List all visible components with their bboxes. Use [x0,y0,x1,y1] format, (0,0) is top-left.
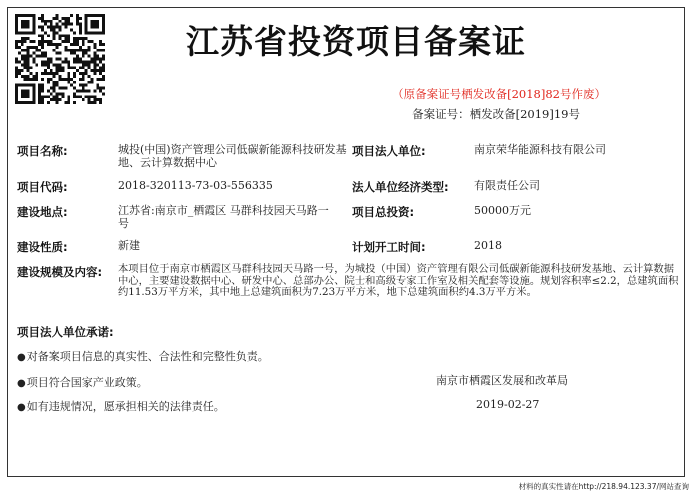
project-code-label: 项目代码: [17,180,68,194]
project-name-value: 城投(中国)资产管理公司低碳新能源科技研发基地、云计算数据中心 [118,143,347,169]
legal-entity-value: 南京荣华能源科技有限公司 [474,143,606,156]
total-investment-label: 项目总投资: [352,205,415,219]
total-investment-value: 50000万元 [474,204,531,217]
legal-entity-label: 项目法人单位: [352,144,426,158]
project-name-label: 项目名称: [17,144,68,158]
commitment-label: 项目法人单位承诺: [17,325,114,339]
previous-certificate-note: （原备案证号栖发改备[2018]82号作废） [392,87,606,101]
document-title: 江苏省投资项目备案证 [186,22,526,61]
commitment-item-3: ●如有违规情况，愿承担相关的法律责任。 [17,400,225,413]
verification-footer: 材料的真实性请在http://218.94.123.37/网站查询 [518,482,689,491]
bullet-icon: ● [17,352,26,363]
project-code-value: 2018-320113-73-03-556335 [118,179,273,192]
bullet-icon: ● [17,378,26,389]
bullet-icon: ● [17,402,26,413]
entity-type-value: 有限责任公司 [474,179,540,192]
commitment-item-1: ●对备案项目信息的真实性、合法性和完整性负责。 [17,350,269,363]
start-time-label: 计划开工时间: [352,240,426,254]
entity-type-label: 法人单位经济类型: [352,180,449,194]
certificate-number: 备案证号：栖发改备[2019]19号 [412,107,580,121]
commitment-item-2: ●项目符合国家产业政策。 [17,376,148,389]
issue-date: 2019-02-27 [476,398,540,411]
scale-value: 本项目位于南京市栖霞区马群科技园天马路一号，为城投（中国）资产管理有限公司低碳新能源科技研发基地、云计算数据中心，主要建设数据中心、研发中心、总部办公、院士和高级专家工作室及相关配套等设施。规划容积率≤2.2，总建筑面积约11.53万平方米，其中地上总建筑面积为7.23万平方米，地下总建筑面积约4.3万平方米。 [118,263,679,299]
scale-label: 建设规模及内容: [17,265,103,279]
nature-value: 新建 [118,239,140,252]
nature-label: 建设性质: [17,240,68,254]
location-value: 江苏省:南京市_栖霞区 马群科技园天马路一号 [118,204,329,230]
start-time-value: 2018 [474,239,502,252]
issuer: 南京市栖霞区发展和改革局 [436,374,568,387]
location-label: 建设地点: [17,205,68,219]
